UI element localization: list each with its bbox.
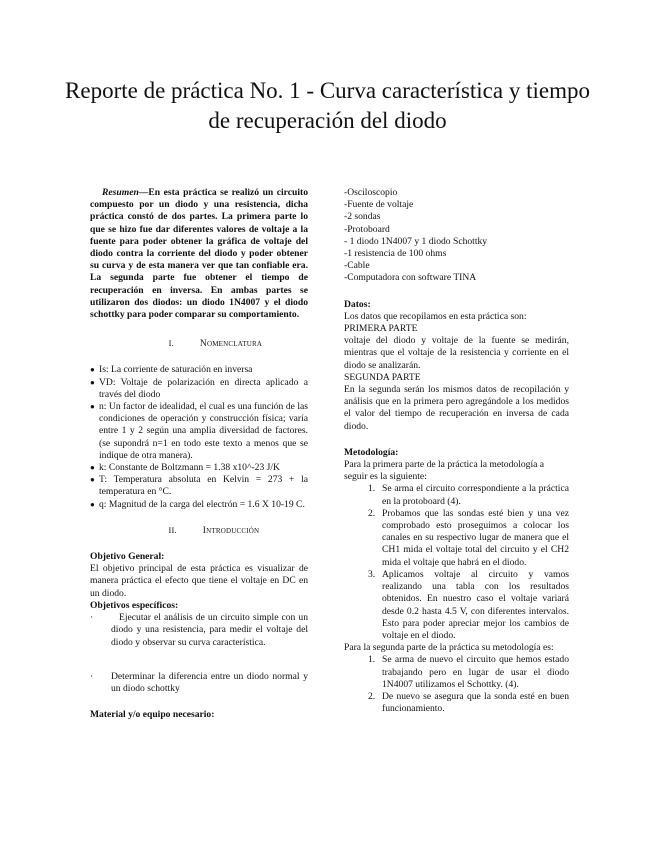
abstract [90, 187, 308, 321]
material-heading: Material y/o equipo necesario: [90, 709, 215, 721]
steps-part-1 [344, 483, 569, 642]
nomenclature-list [90, 364, 308, 510]
section-title: Nomenclatura [199, 339, 263, 350]
list-item: -Computadora con software TINA [344, 272, 477, 284]
list-item: · Determinar la diferencia entre un diodo normal y un diodo schottky [90, 670, 308, 694]
section-title: Introducción [202, 525, 260, 536]
abstract-text: —En esta práctica se realizó un circuito compuesto por un diodo y una resistencia, dicha práctica constó de dos partes. La primera parte lo que se hizo fue dar diferentes valores de voltaje a la fuente para poder obtener la gráfica de voltaje del diodo contra la corriente del diodo y poder obtener su curva y de esta manera ver que tan confiable era. La segunda parte fue obtener el tiempo de recuperación en inversa. En ambas partes se utilizaron dos diodos: un diodo 1N4007 y el diodo schottky para poder comparar su comportamiento. [90, 187, 308, 321]
metodologia-intro-2: Para la segunda parte de la práctica su metodología es: [344, 642, 554, 654]
list-item: ● n: Un factor de idealidad, el cual es una función de las condiciones de operación y construcción física; varía entre 1 y 2 según una amplia diversidad de factores. (se supondrá n=1 en todo este texto a menos que se indique de otra manera). [90, 401, 308, 461]
list-item: 1. Se arma el circuito correspondiente a la práctica en la protoboard (4). [368, 483, 569, 507]
datos-intro: Los datos que recopilamos en esta práctica son: [344, 310, 527, 322]
objective-specific-list-2 [90, 671, 308, 695]
part1-text: voltaje del diodo y voltaje de la fuente se medirán, mientras que el voltaje de la resistencia y corriente en el diodo se analizarán. [344, 335, 569, 371]
bullet-icon: · [90, 670, 94, 682]
list-item: - 1 diodo 1N4007 y 1 diodo Schottky [344, 235, 488, 247]
bullet-icon: ● [90, 499, 95, 509]
objective-general-heading: Objetivo General: [90, 551, 165, 563]
metodologia-intro-1: Para la primera parte de la práctica la metodología a seguir es la siguiente: [344, 459, 545, 483]
list-item: 1. Se arma de nuevo el circuito que hemos estado trabajando pero en lugar de usar el diodo 1N4007 utilizamos el Schottky. (4). [368, 654, 569, 690]
list-item: -Osciloscopio [344, 187, 398, 198]
list-item: -Fuente de voltaje [344, 199, 414, 211]
list-item: -2 sondas [344, 211, 381, 223]
bullet-icon: ● [90, 402, 95, 412]
section-heading-introduccion [90, 525, 308, 537]
bullet-icon: ● [90, 377, 95, 387]
list-item: · Ejecutar el análisis de un circuito simple con un diodo y una resistencia, para medir el voltaje del diodo y observar su curva característica. [90, 612, 308, 648]
list-item: ● k: Constante de Boltzmann = 1.38 x10^-23 J/K [90, 462, 280, 474]
list-item: 2. De nuevo se asegura que la sonda esté en buen funcionamiento. [368, 690, 569, 715]
bullet-icon: · [90, 612, 94, 624]
section-number: I. [168, 339, 174, 349]
materials-list [344, 187, 569, 285]
page-title: Reporte de práctica No. 1 - Curva característica y tiempo de recuperación del diodo [65, 78, 590, 133]
objective-specific-list [90, 612, 308, 649]
bullet-icon: ● [90, 463, 95, 473]
objective-specific-heading: Objetivos específicos: [90, 599, 179, 611]
part2-label: SEGUNDA PARTE [344, 371, 421, 383]
list-item: 2. Probamos que las sondas esté bien y una vez comprobado esto proseguimos a colocar los canales en su respectivo lugar de manera que el CH1 mida el voltaje total del circuito y el CH2 mida el voltaje que habrá en el diodo. [368, 507, 569, 568]
part1-label: PRIMERA PARTE [344, 323, 418, 335]
datos-heading: Datos: [344, 298, 371, 310]
left-column [90, 187, 308, 721]
list-item: ● VD: Voltaje de polarización en directa aplicado a través del diodo [90, 376, 308, 400]
bullet-icon: ● [90, 475, 95, 485]
list-item: -1 resistencia de 100 ohms [344, 248, 447, 260]
list-item: -Cable [344, 260, 370, 272]
list-item: ● q: Magnitud de la carga del electrón = 1.6 X 10-19 C. [90, 498, 305, 510]
bullet-icon: ● [90, 365, 95, 375]
list-item: ● Is: La corriente de saturación en inversa [90, 364, 253, 376]
list-item: 3. Aplicamos voltaje al circuito y vamos realizando una tabla con los resultados obtenidos. En nuestro caso el voltaje variará desde 0.2 hasta 4.5 V, con diferentes intervalos. Esto para poder apreciar mejor los cambios de voltaje en el diodo. [368, 568, 569, 641]
abstract-lead: Resumen [102, 187, 139, 198]
metodologia-heading: Metodología: [344, 446, 399, 458]
objective-general-text: El objetivo principal de esta práctica es visualizar de manera práctica el efecto que tiene el voltaje en DC en un diodo. [90, 563, 308, 599]
list-item: -Protoboard [344, 223, 390, 235]
section-number: II. [168, 525, 177, 535]
section-heading-nomenclatura [90, 338, 308, 350]
list-item: ● T: Temperatura absoluta en Kelvin = 273 + la temperatura en °C. [90, 474, 308, 498]
steps-part-2 [344, 654, 569, 715]
part2-text: En la segunda serán los mismos datos de recopilación y análisis que en la primera pero agregándole a los medidos el valor del tiempo de recuperación en inversa de cada diodo. [344, 384, 569, 432]
right-column [344, 187, 569, 715]
